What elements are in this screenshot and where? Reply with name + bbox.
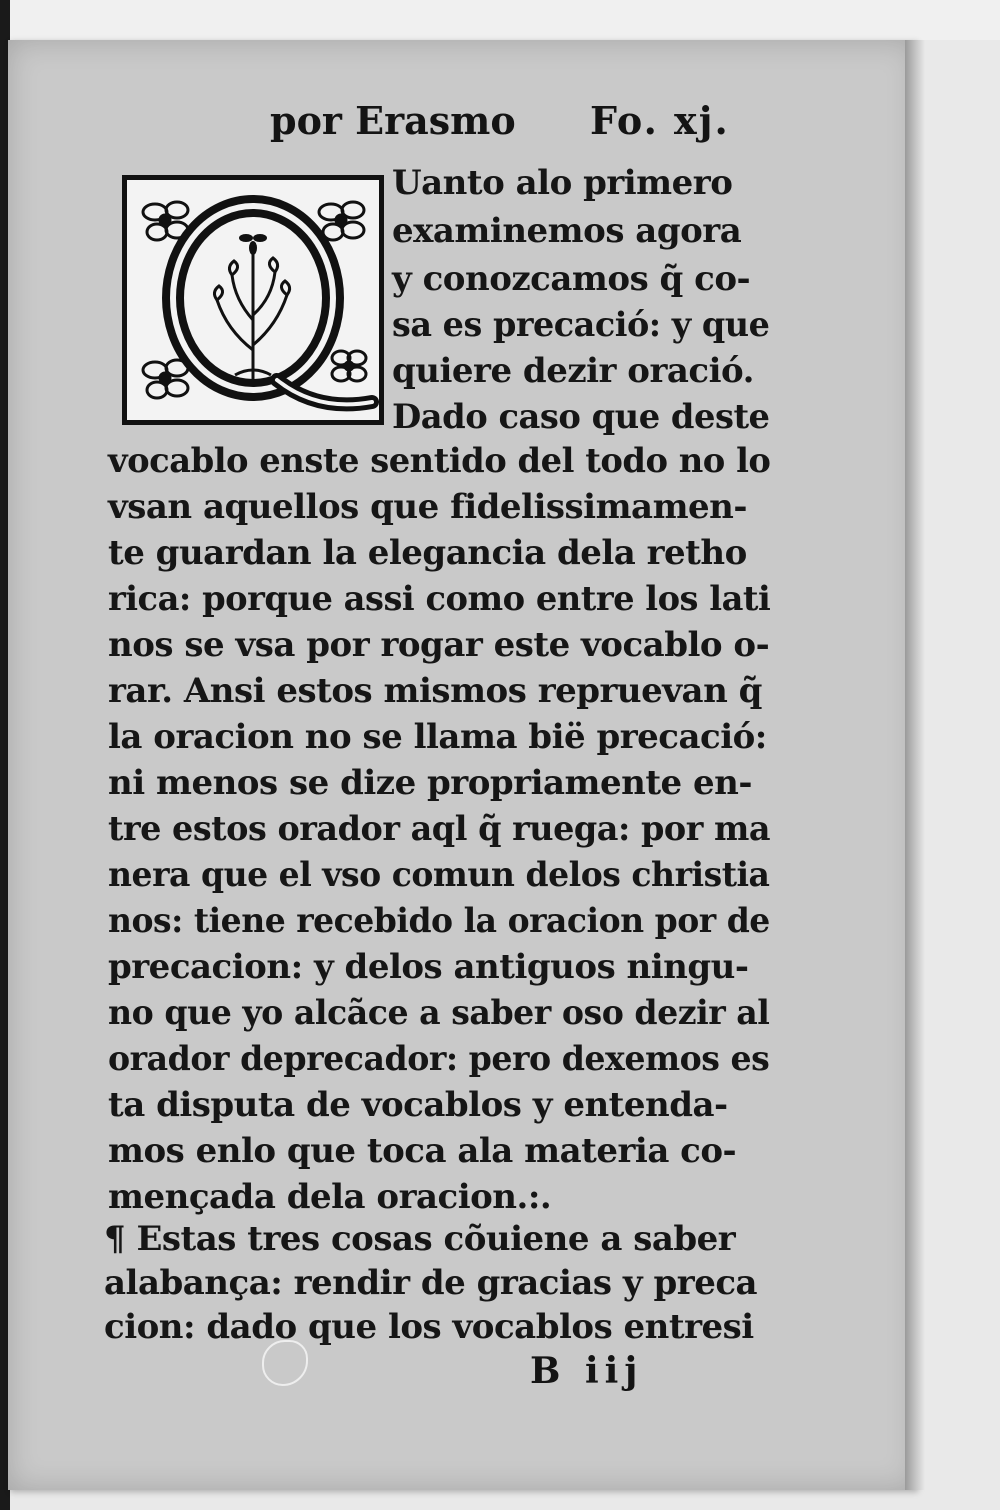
text-line: vsan aquellos que fidelissimamen-: [108, 487, 748, 527]
text-line: te guardan la elegancia dela retho: [108, 533, 747, 573]
text-line: examinemos agora: [392, 211, 742, 251]
text-line: Uanto alo primero: [392, 163, 733, 203]
text-line: orador deprecador: pero dexemos es: [108, 1039, 770, 1079]
flower-ornament-icon: [127, 180, 379, 420]
page-edge-shadow: [905, 40, 925, 1490]
text-line: alabança: rendir de gracias y preca: [104, 1263, 758, 1303]
scan-background: [10, 0, 1000, 40]
text-line: tre estos orador aql q̃ ruega: por ma: [108, 809, 771, 849]
paragraph-start-line: ¶ Estas tres cosas cõuiene a saber: [104, 1219, 736, 1259]
running-title: por Erasmo: [270, 98, 516, 143]
signature-mark: B iij: [530, 1350, 644, 1392]
page-header: [270, 98, 740, 168]
text-line: ni menos se dize propriamente en-: [108, 763, 752, 803]
text-line: nos: tiene recebido la oracion por de: [108, 901, 770, 941]
text-line: ta disputa de vocablos y entenda-: [108, 1085, 728, 1125]
text-line: mos enlo que toca ala materia co-: [108, 1131, 737, 1171]
folio-number: Fo. xj.: [590, 98, 730, 143]
text-line: nera que el vso comun delos christia: [108, 855, 770, 895]
text-line: y conozcamos q̃ co-: [392, 259, 751, 299]
text-line: vocablo enste sentido del todo no lo: [108, 441, 771, 481]
text-line: Dado caso que deste: [392, 397, 770, 437]
text-line: rica: porque assi como entre los lati: [108, 579, 771, 619]
text-line: cion: dado que los vocablos entresi: [104, 1307, 754, 1347]
text-line: mençada dela oracion.:.: [108, 1177, 552, 1217]
decorated-initial-q: [122, 175, 384, 425]
text-line: precacion: y delos antiguos ningu-: [108, 947, 749, 987]
text-line: quiere dezir oració.: [392, 351, 754, 391]
text-line: sa es precació: y que: [392, 305, 770, 345]
text-line: nos se vsa por rogar este vocablo o-: [108, 625, 770, 665]
text-line: la oracion no se llama bië precació:: [108, 717, 767, 757]
text-line: no que yo alcãce a saber oso dezir al: [108, 993, 770, 1033]
text-line: rar. Ansi estos mismos repruevan q̃: [108, 671, 762, 711]
